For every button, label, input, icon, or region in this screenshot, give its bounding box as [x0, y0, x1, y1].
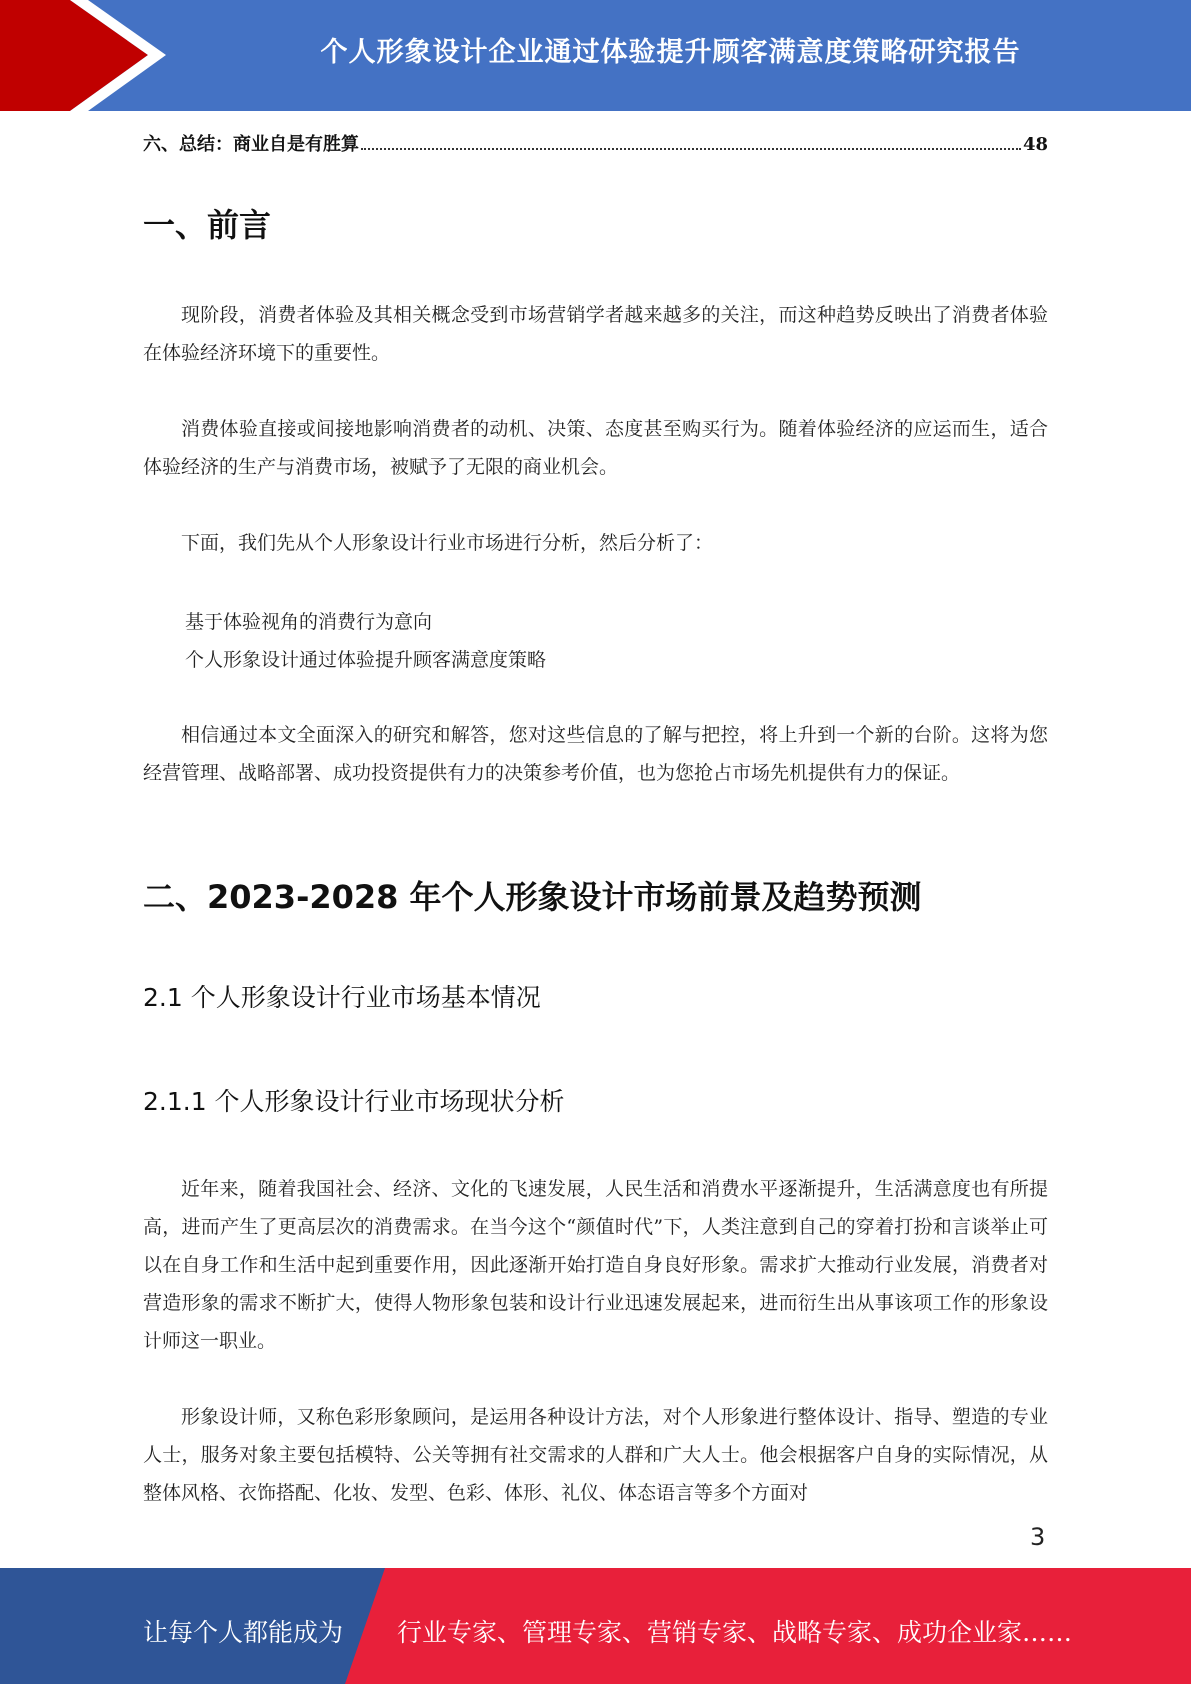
- paragraph: 消费体验直接或间接地影响消费者的动机、决策、态度甚至购买行为。随着体验经济的应运而生，适合体验经济的生产与消费市场，被赋予了无限的商业机会。: [143, 418, 1048, 478]
- toc-leader-dots: [361, 147, 1021, 150]
- section-heading-preface: 一、前言: [143, 206, 272, 244]
- paragraph: 下面，我们先从个人形象设计行业市场进行分析，然后分析了：: [181, 532, 714, 554]
- section-heading-forecast: 二、2023-2028 年个人形象设计市场前景及趋势预测: [143, 878, 922, 916]
- paragraph: 近年来，随着我国社会、经济、文化的飞速发展，人民生活和消费水平逐渐提升，生活满意度也有所提高，进而产生了更高层次的消费需求。在当今这个“颜值时代”下，人类注意到自己的穿着打扮和言谈举止可以在自身工作和生活中起到重要作用，因此逐渐开始打造自身良好形象。需求扩大推动行业发展，消费者对营造形象的需求不断扩大，使得人物形象包装和设计行业迅速发展起来，进而衍生出从事该项工作的形象设计师这一职业。: [143, 1178, 1048, 1352]
- toc-entry[interactable]: [143, 130, 1048, 156]
- toc-entry-label: 六、总结：商业自是有胜算: [143, 134, 359, 155]
- report-title: 个人形象设计企业通过体验提升顾客满意度策略研究报告: [320, 37, 1021, 68]
- subsection-heading: 2.1 个人形象设计行业市场基本情况: [143, 983, 541, 1012]
- paragraph: 相信通过本文全面深入的研究和解答，您对这些信息的了解与把控，将上升到一个新的台阶。这将为您经营管理、战略部署、成功投资提供有力的决策参考价值，也为您抢占市场先机提供有力的保证。: [143, 724, 1048, 784]
- toc-entry-page: 48: [1022, 134, 1048, 155]
- paragraph: 现阶段，消费者体验及其相关概念受到市场营销学者越来越多的关注，而这种趋势反映出了消费者体验在体验经济环境下的重要性。: [143, 304, 1048, 364]
- paragraph: 形象设计师，又称色彩形象顾问，是运用各种设计方法，对个人形象进行整体设计、指导、塑造的专业人士，服务对象主要包括模特、公关等拥有社交需求的人群和广大人士。他会根据客户自身的实际情况，从整体风格、衣饰搭配、化妆、发型、色彩、体形、礼仪、体态语言等多个方面对: [143, 1406, 1048, 1504]
- subsubsection-heading: 2.1.1 个人形象设计行业市场现状分析: [143, 1087, 565, 1116]
- footer-tagline: 行业专家、管理专家、营销专家、战略专家、成功企业家……: [397, 1618, 1073, 1647]
- header-band: [0, 0, 1191, 111]
- footer-slogan: 让每个人都能成为: [143, 1618, 344, 1647]
- footer-band: [0, 1568, 1191, 1684]
- page-number: 3: [1030, 1523, 1046, 1551]
- list-item: 个人形象设计通过体验提升顾客满意度策略: [185, 649, 547, 671]
- list-item: 基于体验视角的消费行为意向: [185, 611, 433, 633]
